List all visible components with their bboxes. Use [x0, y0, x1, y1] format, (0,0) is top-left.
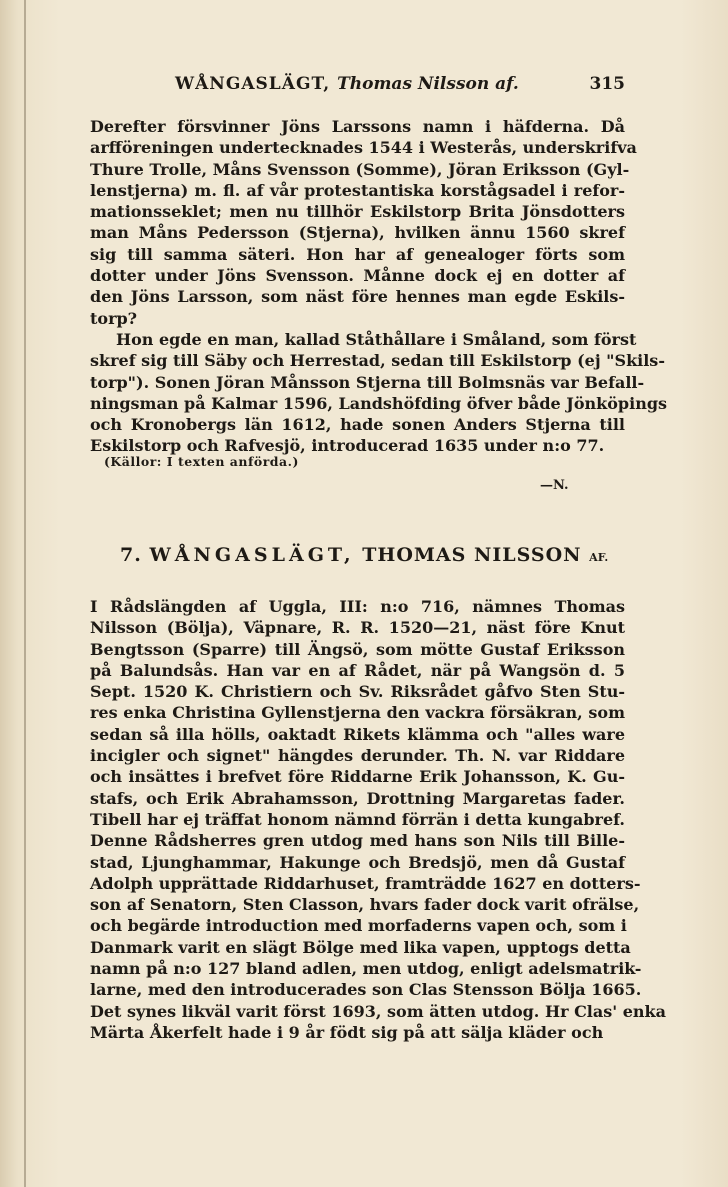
text-line: mationsseklet; men nu tillhör Eskilstorp Brita Jönsdotters [90, 202, 625, 222]
text-line: larne, med den introducerades son Clas Stensson Bölja 1665. [90, 980, 642, 1000]
sources-note: (Källor: I texten anförda.) [104, 454, 299, 469]
running-title [175, 74, 519, 94]
page-number: 315 [589, 74, 625, 94]
text-line: Adolph upprättade Riddarhuset, framträdde 1627 en dotters- [90, 873, 641, 893]
paragraph-3 [90, 596, 666, 1043]
running-title-caps: WÅNGASLÄGT, [175, 74, 331, 94]
text-line: den Jöns Larsson, som näst före hennes man egde Eskils- [90, 287, 625, 307]
text-line: Thure Trolle, Måns Svensson (Somme), Jöran Eriksson (Gyl- [90, 159, 630, 179]
text-line: dotter under Jöns Svensson. Månne dock ej en dotter af [90, 266, 625, 286]
author-signature: —N. [540, 478, 569, 493]
text-line: arfföreningen undertecknades 1544 i Westerås, underskrifva [90, 138, 637, 158]
text-line: sig till samma säteri. Hon har af genealoger förts som [90, 244, 625, 264]
text-line: på Balundsås. Han var en af Rådet, när på Wangsön d. 5 [90, 660, 625, 680]
text-line: torp"). Sonen Jöran Månsson Stjerna till Bolmsnäs var Befall- [90, 372, 645, 392]
text-line: Tibell har ej träffat honom nämnd förrän i detta kungabref. [90, 809, 625, 829]
section-person-name: THOMAS NILSSON [362, 544, 582, 566]
text-line: Det synes likväl varit först 1693, som ätten utdog. Hr Clas' enka [90, 1001, 666, 1021]
text-line: lenstjerna) m. fl. af vår protestantiska korstågsadel i refor- [90, 180, 625, 200]
text-line: Denne Rådsherres gren utdog med hans son Nils till Bille- [90, 831, 625, 851]
text-line: res enka Christina Gyllenstjerna den vackra försäkran, som [90, 703, 625, 723]
running-title-italic: Thomas Nilsson af. [337, 74, 519, 94]
text-line: och begärde introduction med morfaderns vapen och, som i [90, 916, 627, 936]
text-line: man Måns Pedersson (Stjerna), hvilken ännu 1560 skref [90, 223, 625, 243]
paragraph-1 [90, 116, 637, 329]
text-line: son af Senatorn, Sten Classon, hvars fader dock varit ofrälse, [90, 895, 640, 915]
text-line: torp? [90, 308, 138, 328]
text-line: Danmark varit en slägt Bölge med lika vapen, upptogs detta [90, 937, 631, 957]
section-family-name: WÅNGASLÄGT, [149, 544, 355, 566]
section-heading [120, 544, 608, 566]
text-line: Bengtsson (Sparre) till Ängsö, som mötte Gustaf Eriksson [90, 639, 625, 659]
text-line: namn på n:o 127 bland adlen, men utdog, enligt adelsmatrik- [90, 959, 642, 979]
section-number: 7. [120, 544, 142, 566]
text-line: Märta Åkerfelt hade i 9 år födt sig på att sälja kläder och [90, 1022, 604, 1042]
page-binding-edge [24, 0, 26, 1187]
text-line: Hon egde en man, kallad Ståthållare i Småland, som först [116, 330, 637, 349]
text-line: och insättes i brefvet före Riddarne Erik Johansson, K. Gu- [90, 767, 625, 787]
text-line: Nilsson (Bölja), Väpnare, R. R. 1520—21, näst före Knut [90, 618, 625, 638]
text-line: I Rådslängden af Uggla, III: n:o 716, nämnes Thomas [90, 597, 625, 616]
section-suffix: AF. [589, 551, 609, 564]
text-line: stad, Ljunghammar, Hakunge och Bredsjö, men då Gustaf [90, 852, 625, 872]
text-line: stafs, och Erik Abrahamsson, Drottning Margaretas fader. [90, 788, 625, 808]
text-line: och Kronobergs län 1612, hade sonen Anders Stjerna till [90, 415, 625, 435]
text-line: skref sig till Säby och Herrestad, sedan till Eskilstorp (ej "Skils- [90, 351, 665, 371]
text-line: ningsman på Kalmar 1596, Landshöfding öfver både Jönköpings [90, 393, 668, 413]
text-line: Eskilstorp och Rafvesjö, introducerad 1635 under n:o 77. [90, 436, 605, 456]
text-line: Derefter försvinner Jöns Larssons namn i häfderna. Då [90, 117, 625, 136]
running-header [175, 74, 625, 98]
text-line: Sept. 1520 K. Christiern och Sv. Riksrådet gåfvo Sten Stu- [90, 682, 625, 702]
text-line: incigler och signet" hängdes derunder. Th. N. var Riddare [90, 746, 625, 766]
paragraph-2 [90, 329, 668, 457]
text-line: sedan så illa hölls, oaktadt Rikets klämma och "alles ware [90, 724, 625, 744]
